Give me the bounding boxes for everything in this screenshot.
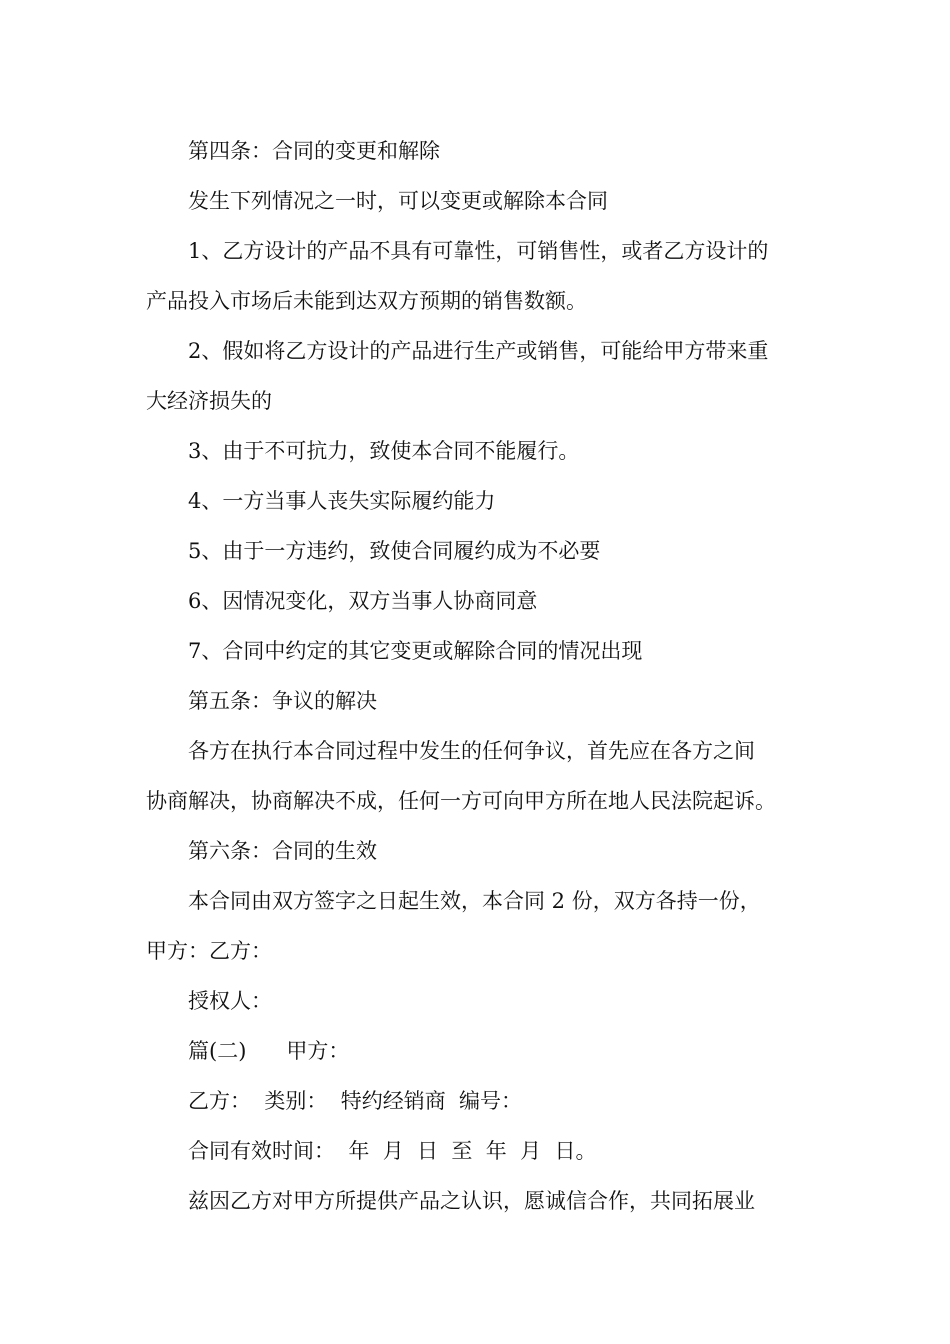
article-5-heading: 第五条：争议的解决 bbox=[188, 689, 377, 713]
article-4-item-1-line-2: 产品投入市场后未能到达双方预期的销售数额。 bbox=[146, 289, 587, 313]
article-4-item-5: 5、由于一方违约，致使合同履约成为不必要 bbox=[188, 539, 601, 563]
article-4-heading: 第四条：合同的变更和解除 bbox=[188, 139, 440, 163]
document-body bbox=[146, 126, 808, 1226]
article-5-body-line-2: 协商解决，协商解决不成，任何一方可向甲方所在地人民法院起诉。 bbox=[146, 789, 776, 813]
article-4-item-7: 7、合同中约定的其它变更或解除合同的情况出现 bbox=[188, 639, 643, 663]
article-6-heading: 第六条：合同的生效 bbox=[188, 839, 377, 863]
article-4-item-2-line-2: 大经济损失的 bbox=[146, 389, 272, 413]
article-4-item-1-line-1: 1、乙方设计的产品不具有可靠性，可销售性，或者乙方设计的 bbox=[188, 239, 769, 263]
part-two-party-a-line: 篇(二) 甲方： bbox=[188, 1039, 350, 1063]
signature-parties-line: 甲方：乙方： bbox=[146, 939, 272, 963]
cooperation-intro-line: 兹因乙方对甲方所提供产品之认识，愿诚信合作，共同拓展业 bbox=[188, 1189, 755, 1213]
article-6-body-line-1: 本合同由双方签字之日起生效，本合同 2 份，双方各持一份， bbox=[188, 889, 761, 913]
article-4-item-2-line-1: 2、假如将乙方设计的产品进行生产或销售，可能给甲方带来重 bbox=[188, 339, 769, 363]
article-4-intro: 发生下列情况之一时，可以变更或解除本合同 bbox=[188, 189, 608, 213]
article-4-item-4: 4、一方当事人丧失实际履约能力 bbox=[188, 489, 496, 513]
authorized-person-line: 授权人： bbox=[188, 989, 272, 1013]
article-4-item-6: 6、因情况变化，双方当事人协商同意 bbox=[188, 589, 538, 613]
article-5-body-line-1: 各方在执行本合同过程中发生的任何争议，首先应在各方之间 bbox=[188, 739, 755, 763]
contract-validity-period-line: 合同有效时间： 年 月 日 至 年 月 日。 bbox=[188, 1139, 597, 1163]
article-4-item-3: 3、由于不可抗力，致使本合同不能履行。 bbox=[188, 439, 580, 463]
party-b-category-number-line: 乙方： 类别： 特约经销商 编号： bbox=[188, 1089, 523, 1113]
